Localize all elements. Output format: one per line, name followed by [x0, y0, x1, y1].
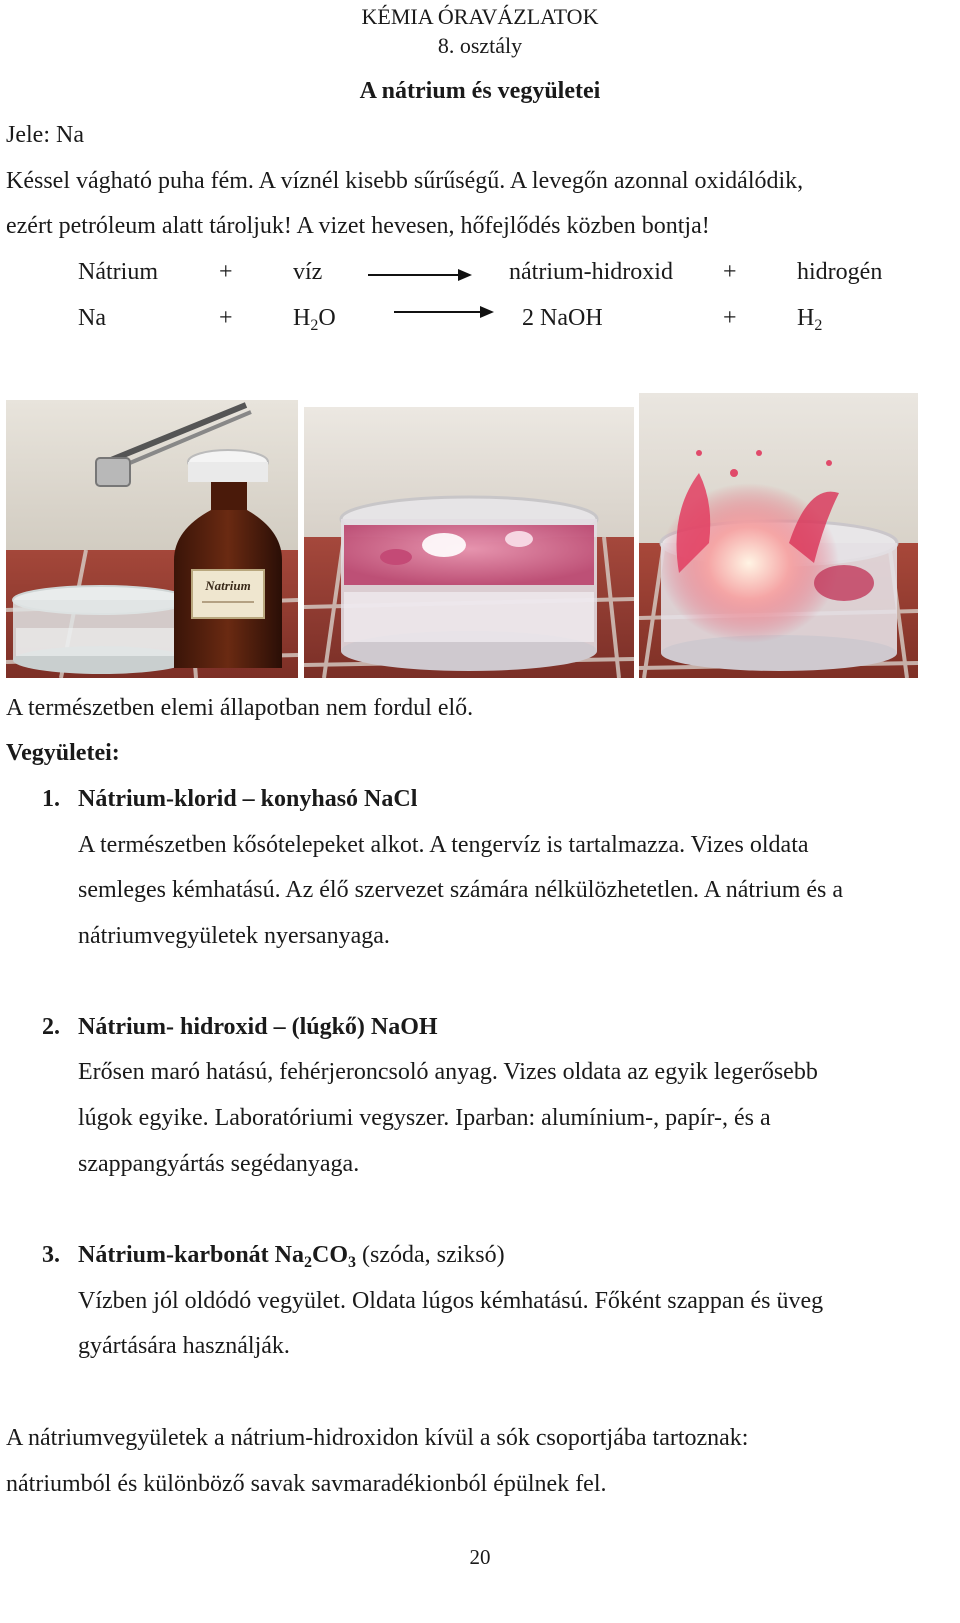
eq-word-reactant1: Nátrium	[78, 259, 158, 285]
symbol-line: Jele: Na	[6, 122, 84, 148]
eq-formula-product1: 2 NaOH	[522, 305, 603, 331]
compound-number: 2.	[42, 1014, 60, 1040]
header-grade: 8. osztály	[437, 33, 523, 58]
compound-title: Nátrium-klorid – konyhasó NaCl	[78, 786, 418, 812]
eq-word-plus2: +	[723, 259, 737, 285]
eq-formula-plus1: +	[219, 305, 233, 331]
eq-formula-water: $H_2O$	[293, 305, 336, 334]
compound-line: Erősen maró hatású, fehérjeroncsoló anyag. Vizes oldata az egyik legerősebb	[78, 1059, 818, 1085]
page-number: 20	[469, 1545, 491, 1569]
closing-line-2: nátriumból és különböző savak savmaradékionból épülnek fel.	[6, 1471, 607, 1497]
compound-line: semleges kémhatású. Az élő szervezet számára nélkülözhetetlen. A nátrium és a	[78, 877, 844, 903]
header-title: KÉMIA ÓRAVÁZLATOK	[361, 4, 599, 29]
eq-word-product2: hidrogén	[797, 259, 883, 285]
compound-line: A természetben kősótelepeket alkot. A tengervíz is tartalmazza. Vizes oldata	[78, 832, 809, 858]
reaction-arrow-icon	[394, 302, 494, 322]
compound-number: 1.	[42, 786, 60, 812]
intro-line-2: ezért petróleum alatt tároljuk! A vizet hevesen, hőfejlődés közben bontja!	[6, 213, 710, 239]
compound-number: 3.	[42, 1242, 60, 1268]
compound-line: gyártására használják.	[78, 1333, 290, 1359]
eq-formula-hydrogen: $H_2$	[797, 305, 823, 334]
compound-line: nátriumvegyületek nyersanyaga.	[78, 923, 390, 949]
eq-word-product1: nátrium-hidroxid	[509, 259, 673, 285]
closing-line-1: A nátriumvegyületek a nátrium-hidroxidon kívül a sók csoportjába tartoznak:	[6, 1425, 749, 1451]
bottle-label: Natrium	[205, 578, 251, 593]
compounds-heading: Vegyületei:	[6, 740, 120, 766]
eq-word-plus1: +	[219, 259, 233, 285]
intro-line-1: Késsel vágható puha fém. A víznél kisebb sűrűségű. A levegőn azonnal oxidálódik,	[6, 168, 804, 194]
eq-formula-reactant1: Na	[78, 305, 106, 331]
photo-sodium-and-bottle	[6, 400, 298, 678]
eq-formula-plus2: +	[723, 305, 737, 331]
photo-reaction-flame	[639, 393, 918, 678]
compound-line: Vízben jól oldódó vegyület. Oldata lúgos kémhatású. Főként szappan és üveg	[78, 1288, 824, 1314]
compound-title: Nátrium- hidroxid – (lúgkő) NaOH	[78, 1014, 438, 1040]
page-title: A nátrium és vegyületei	[359, 78, 601, 104]
compound-line: lúgok egyike. Laboratóriumi vegyszer. Iparban: alumínium-, papír-, és a	[78, 1105, 771, 1131]
nature-line: A természetben elemi állapotban nem fordul elő.	[6, 695, 474, 721]
compound-line: szappangyártás segédanyaga.	[78, 1151, 360, 1177]
reaction-arrow-icon	[368, 265, 472, 285]
photo-reaction-pink	[304, 407, 634, 678]
eq-word-reactant2: víz	[293, 259, 323, 285]
compound-title: Nátrium-karbonát $Na_2CO_3$ (szóda, sziksó)	[78, 1242, 505, 1271]
